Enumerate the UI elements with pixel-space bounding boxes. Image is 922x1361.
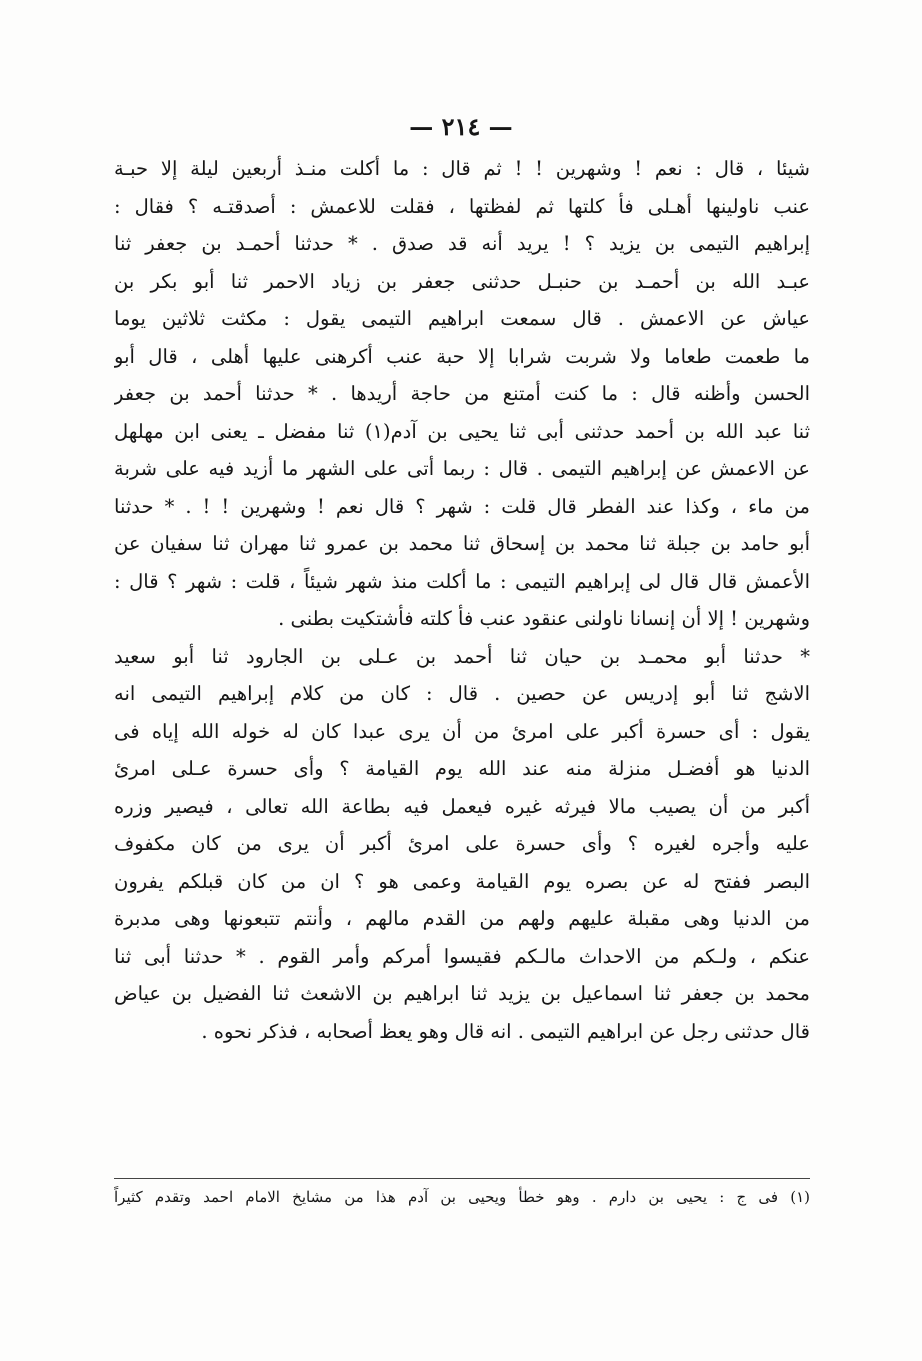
text-line: أكبر من أن يصيب مالا فيرثه غيره فيعمل فيه بطاعة الله تعالى ، فيصير وزره bbox=[114, 794, 810, 818]
text-line-paragraph-end: وشهرين ! إلا أن إنسانا ناولنى عنقود عنب فأ كلته فأشتكيت بطنى . bbox=[278, 607, 810, 630]
text-line: الحسن وأظنه قال : ما كنت أمتنع من حاجة أريدها . * حدثنا أحمد بن جعفر bbox=[114, 382, 810, 405]
text-line: أبو حامد بن جبلة ثنا محمد بن إسحاق ثنا محمد بن عمرو ثنا مهران ثنا سفيان عن bbox=[114, 532, 810, 555]
text-line: عبـد الله بن أحمـد بن حنبـل حدثنى جعفر بن زياد الاحمر ثنا أبو بكر بن bbox=[114, 269, 810, 293]
text-line: عياش عن الاعمش . قال سمعت ابراهيم التيمى يقول : مكثت ثلاثين يوما bbox=[114, 307, 810, 330]
text-line: ثنا عبد الله بن أحمد حدثنى أبى ثنا يحيى بن آدم(١) ثنا مفضل ـ يعنى ابن مهلهل bbox=[114, 419, 810, 443]
footnote-divider bbox=[114, 1178, 810, 1179]
text-line: ما طعمت طعاما ولا شربت شرابا إلا حبة عنب أكرهنى عليها أهلى ، قال أبو bbox=[114, 344, 810, 368]
main-text-block bbox=[114, 150, 810, 1050]
text-line: من الدنيا وهى مقبلة عليهم ولهم من القدم مالهم ، وأنتم تتبعونها وهى مدبرة bbox=[114, 907, 810, 930]
text-line: * حدثنا أبو محمـد بن حيان ثنا أحمد بن عـلى بن الجارود ثنا أبو سعيد bbox=[114, 644, 810, 668]
text-line: يقول : أى حسرة أكبر على امرئ من أن يرى عبدا كان له خوله الله إياه فى bbox=[114, 719, 810, 743]
text-line: عليه وأجره لغيره ؟ وأى حسرة على امرئ أكبر أن يرى من كان مكفوف bbox=[114, 832, 810, 855]
text-line-paragraph-end: قال حدثنى رجل عن ابراهيم التيمى . انه قال وهو يعظ أصحابه ، فذكر نحوه . bbox=[201, 1019, 810, 1043]
text-line: البصر ففتح له عن بصره يوم القيامة وعمى هو ؟ ان من كان قبلكم يفرون bbox=[114, 869, 810, 893]
text-line: الأعمش قال قال لى إبراهيم التيمى : ما أكلت منذ شهر شيئاً ، قلت : شهر ؟ قال : bbox=[114, 569, 810, 593]
text-line: إبراهيم التيمى بن يزيد ؟ ! يريد أنه قد صدق . * حدثنا أحمـد بن جعفر ثنا bbox=[114, 232, 810, 255]
text-line: الدنيا هو أفضـل منزلة منه عند الله يوم القيامة ؟ وأى حسرة عـلى امرئ bbox=[114, 757, 810, 780]
footnote: (١) فى ج : يحيى بن دارم . وهو خطأ ويحيى بن آدم هذا من مشايخ الامام احمد وتقدم كثيراً bbox=[114, 1188, 810, 1206]
text-line: عنكم ، ولـكم من الاحداث مالـكم فقيسوا أمركم وأمر القوم . * حدثنا أبى ثنا bbox=[114, 944, 810, 968]
text-line: الاشج ثنا أبو إدريس عن حصين . قال : كان من كلام إبراهيم التيمى انه bbox=[114, 682, 810, 705]
text-line: شيئا ، قال : نعم ! وشهرين ! ! ثم قال : ما أكلت منـذ أربعين ليلة إلا حبـة bbox=[114, 157, 810, 180]
page-number: — ٢١٤ — bbox=[409, 112, 513, 141]
text-line: محمد بن جعفر ثنا اسماعيل بن يزيد ثنا ابراهيم بن الاشعث ثنا الفضيل بن عياض bbox=[114, 982, 810, 1005]
text-line: عن الاعمش عن إبراهيم التيمى . قال : ربما أتى على الشهر ما أزيد فيه على شربة bbox=[114, 457, 810, 480]
text-line: من ماء ، وكذا عند الفطر قال قلت : شهر ؟ قال نعم ! وشهرين ! ! . * حدثنا bbox=[114, 494, 810, 518]
text-line: عنب ناولينها أهـلى فأ كلتها ثم لفظتها ، فقلت للاعمش : أصدقتـه ؟ فقال : bbox=[114, 194, 810, 218]
